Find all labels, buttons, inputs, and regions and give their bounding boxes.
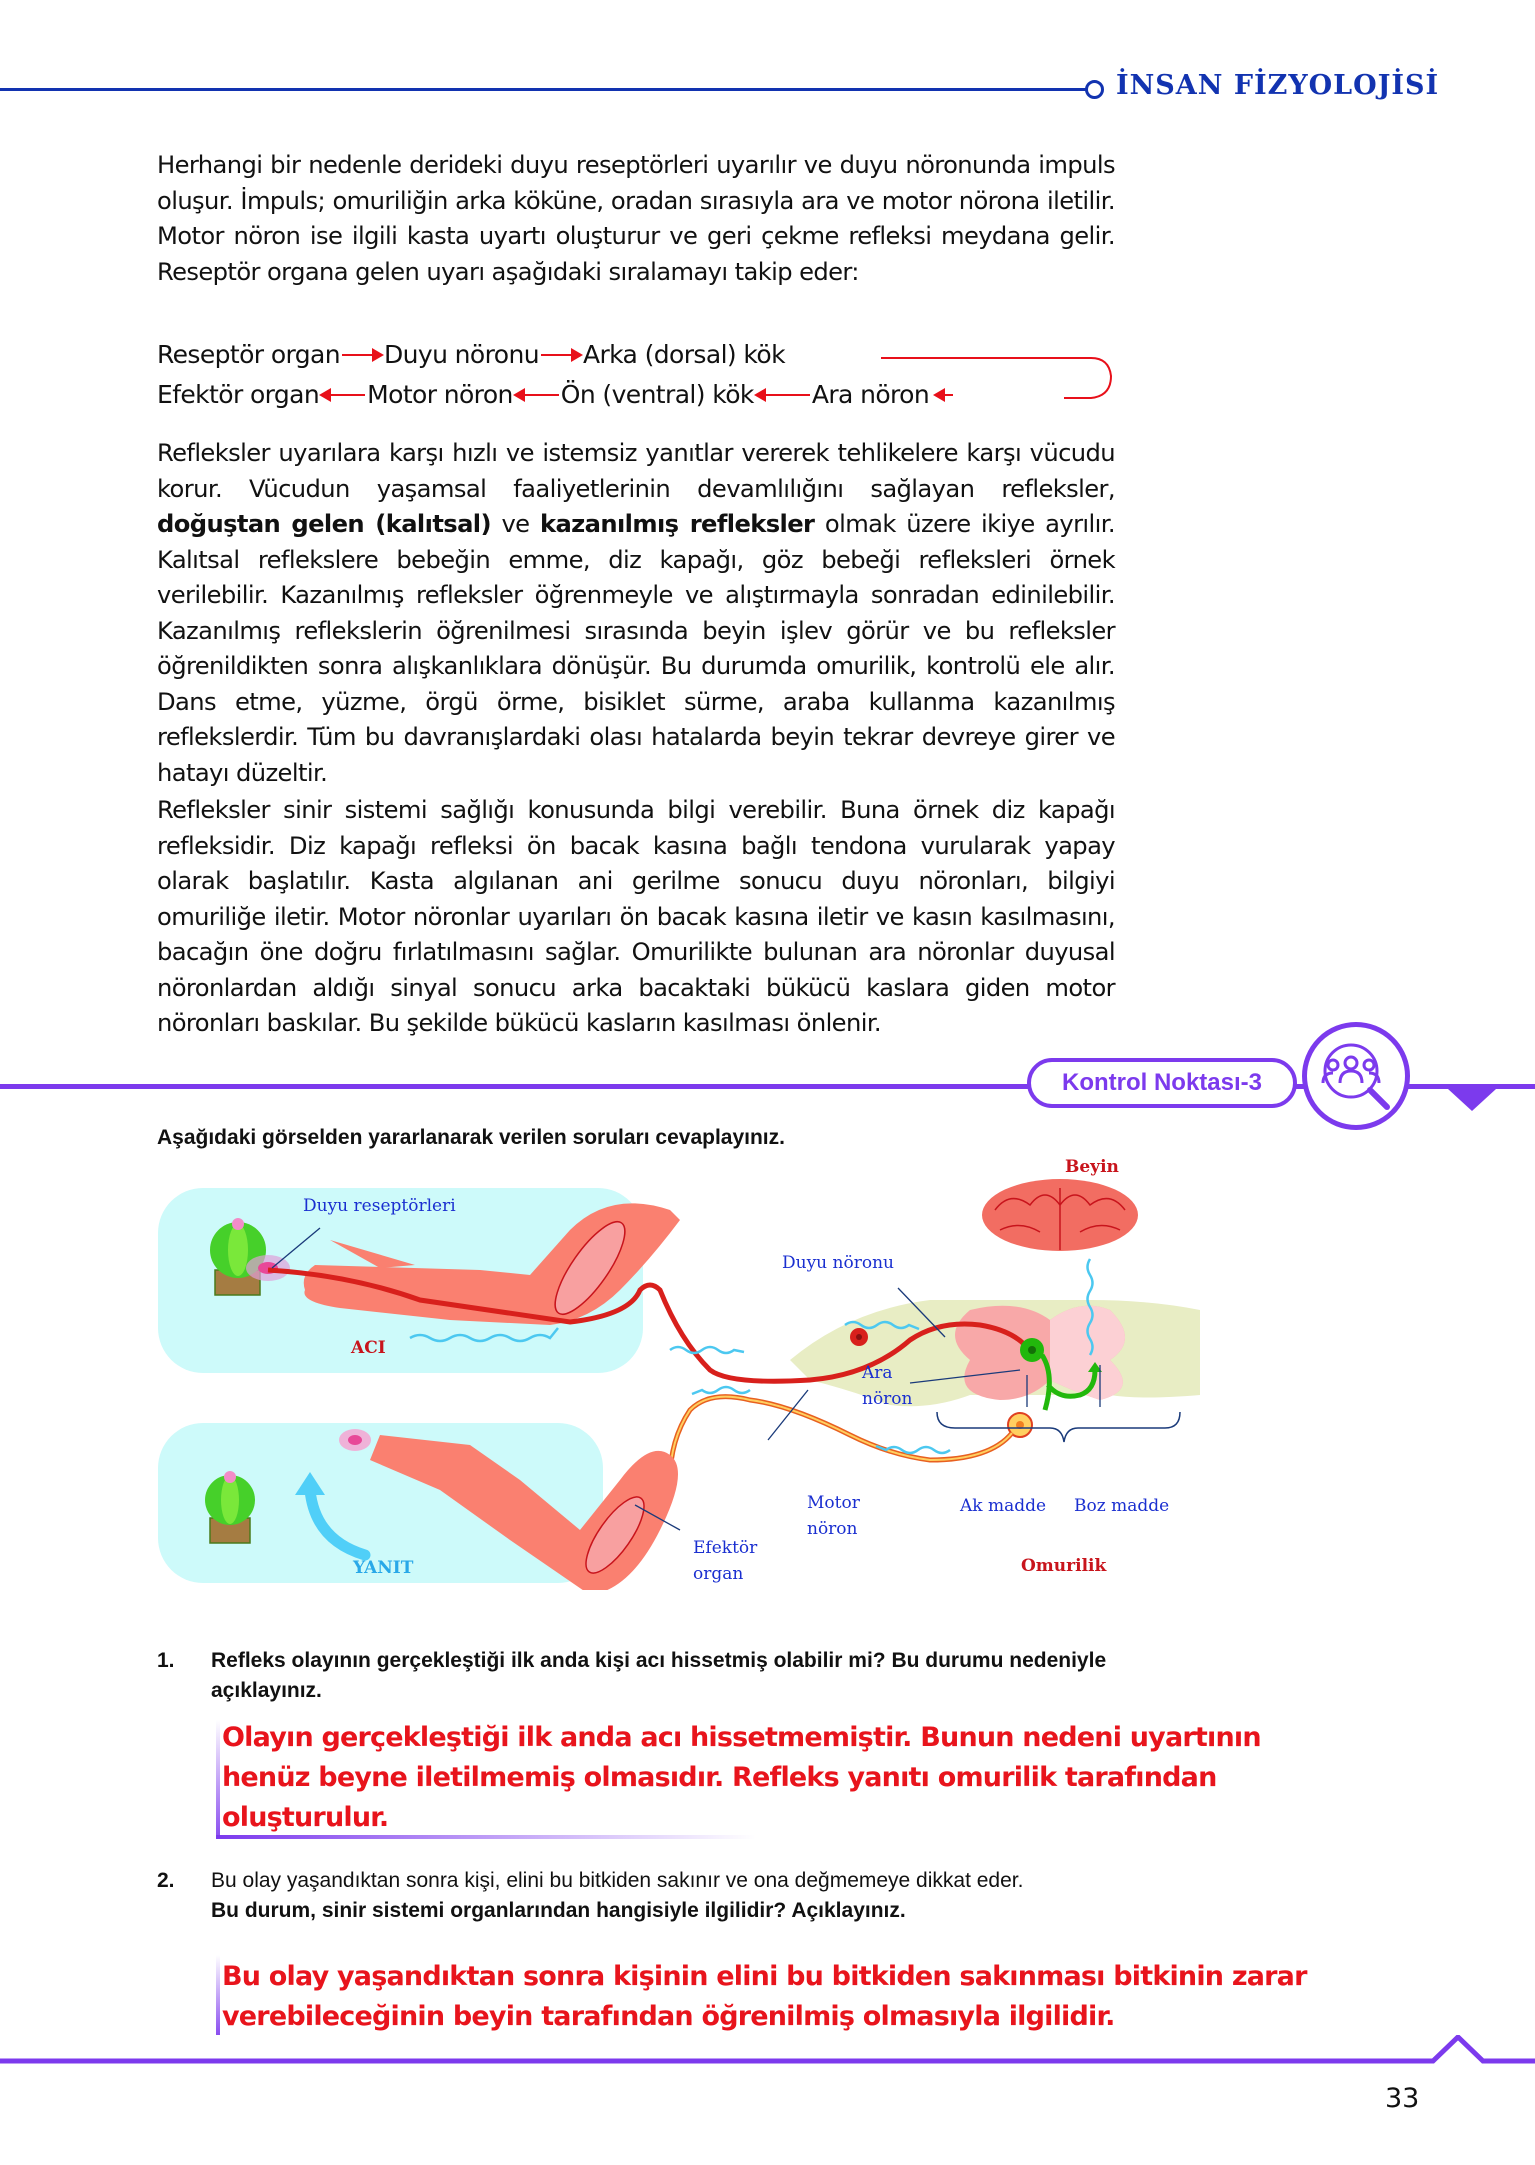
flow-connector-curve [881,356,1121,406]
flow-row-1 [157,340,785,369]
answer-2: Bu olay yaşandıktan sonra kişinin elini bu bitkiden sakınması bitkinin zarar verebileceğinin beyin tarafından öğrenilmiş olmasıyla ilgilidir. [222,1961,1307,2032]
label-motor-neuron: Motor nöron [807,1493,860,1539]
header-rule [0,88,1088,91]
question-number: 1. [157,1649,175,1672]
arrow-left-icon [756,394,810,396]
reflex-arc-figure [150,1150,1220,1590]
section-title: Kontrol Noktası-3 [1061,1069,1262,1096]
paragraph-knee-reflex: Refleksler sinir sistemi sağlığı konusunda bilgi verebilir. Buna örnek diz kapağı refleksidir. Diz kapağı refleksi ön bacak kasına bağlı tendona vurularak yapay olarak başlatılır. Kasta algılanan ani gerilme sonucu duyu nöronları, bilgiyi omuriliğe iletir. Motor nöronlar uyarıları ön bacak kasına iletir ve kasın kasılmasını, bacağın öne doğru fırlatılmasını sağlar. Omurilikte bulunan ara nöronlar duyusal nöronlardan aldığı sinyal sonucu arka bacaktaki bükücü kaslara giden motor nöronları baskılar. Bu şekilde bükücü kasların kasılması önlenir. [157,796,1115,1037]
label-white-matter: Ak madde [960,1496,1047,1516]
flow-step-ventral-root: Ön (ventral) kök [560,380,754,409]
page-number: 33 [1385,2083,1420,2114]
flow-step-interneuron: Ara nöron [811,380,930,409]
section-title-pill [1027,1058,1297,1108]
label-sensory-receptors: Duyu reseptörleri [303,1196,456,1216]
flow-step-sensory-neuron: Duyu nöronu [384,340,539,369]
question-number: 2. [157,1869,175,1892]
flow-step-effector: Efektör organ [157,380,320,409]
section-triangle-marker [1448,1089,1496,1111]
arrow-right-icon [342,354,382,356]
paragraph-reflex-pathway: Herhangi bir nedenle derideki duyu reseptörleri uyarılır ve duyu nöronunda impuls oluşur. İmpuls; omuriliğin arka köküne, oradan sırasıyla ara ve motor nörona iletilir. Motor nöron ise ilgili kasta uyartı oluşturur ve geri çekme refleksi meydana gelir. Reseptör organa gelen uyarı aşağıdaki sıralamayı takip eder: [157,151,1115,286]
footer-rule [0,2035,1535,2075]
question-2 [157,1866,1257,1926]
paragraph-reflex-types: Refleksler uyarılara karşı hızlı ve istemsiz yanıtlar vererek tehlikelere karşı vücudu korur. Vücudun yaşamsal faaliyetlerinin devamlılığını sağlayan refleksler, doğuştan gelen (kalıtsal) ve kazanılmış refleksler olmak üzere ikiye ayrılır. Kalıtsal reflekslere bebeğin emme, diz kapağı, göz bebeği refleksleri örnek verilebilir. Kazanılmış refleksler öğrenmeyle ve alıştırmayla sonradan edinilebilir. Kazanılmış reflekslerin öğrenilmesi sırasında beyin işlev görür ve bu refleksler öğrenildikten sonra alışkanlıklara dönüşür. Bu durumda omurilik, kontrolü ele alır. Dans etme, yüzme, örgü örme, bisiklet sürme, araba kullanma kazanılmış reflekslerdir. Tüm bu davranışlardaki olası hatalarda beyin tekrar devreye girer ve hatayı düzeltir. [157,439,1115,787]
question-text-line1: Bu olay yaşandıktan sonra kişi, elini bu bitkiden sakınır ve ona değmemeye dikkat eder. [211,1869,1024,1892]
label-spinal-cord: Omurilik [1021,1556,1107,1576]
reflex-flow-diagram [157,340,1117,420]
chapter-title: İNSAN FİZYOLOJİSİ [1116,70,1440,101]
label-response: YANIT [353,1558,414,1578]
people-magnifier-icon [1302,1022,1410,1130]
label-interneuron: Ara nöron [862,1363,913,1409]
question-text-line2: Bu durum, sinir sistemi organlarından hangisiyle ilgilidir? Açıklayınız. [211,1899,906,1922]
arrow-right-icon [541,354,581,356]
flow-step-motor-neuron: Motor nöron [367,380,513,409]
arrow-left-icon [321,394,365,396]
header-circle-marker [1085,80,1104,99]
label-effector-organ: Efektör organ [693,1538,758,1584]
question-text: Refleks olayının gerçekleştiği ilk anda kişi acı hissetmiş olabilir mi? Bu durumu nedeniyle açıklayınız. [211,1649,1107,1702]
term-acquired-reflex: kazanılmış refleksler [539,510,815,538]
flow-step-dorsal-root: Arka (dorsal) kök [582,340,785,369]
flow-row-2 [157,380,955,409]
arrow-left-icon [515,394,559,396]
label-sensory-neuron: Duyu nöronu [782,1253,894,1273]
question-1 [157,1646,1157,1706]
instruction-text: Aşağıdaki görselden yararlanarak verilen soruları cevaplayınız. [157,1126,785,1149]
flow-step-receptor: Reseptör organ [157,340,340,369]
label-brain: Beyin [1065,1157,1119,1177]
label-pain: ACI [351,1338,386,1358]
label-gray-matter: Boz madde [1074,1496,1170,1516]
term-innate-reflex: doğuştan gelen (kalıtsal) [157,510,491,538]
answer-1: Olayın gerçekleştiği ilk anda acı hissetmemiştir. Bunun nedeni uyartının henüz beyne iletilmemiş olmasıdır. Refleks yanıtı omurilik tarafından oluşturulur. [222,1722,1261,1833]
